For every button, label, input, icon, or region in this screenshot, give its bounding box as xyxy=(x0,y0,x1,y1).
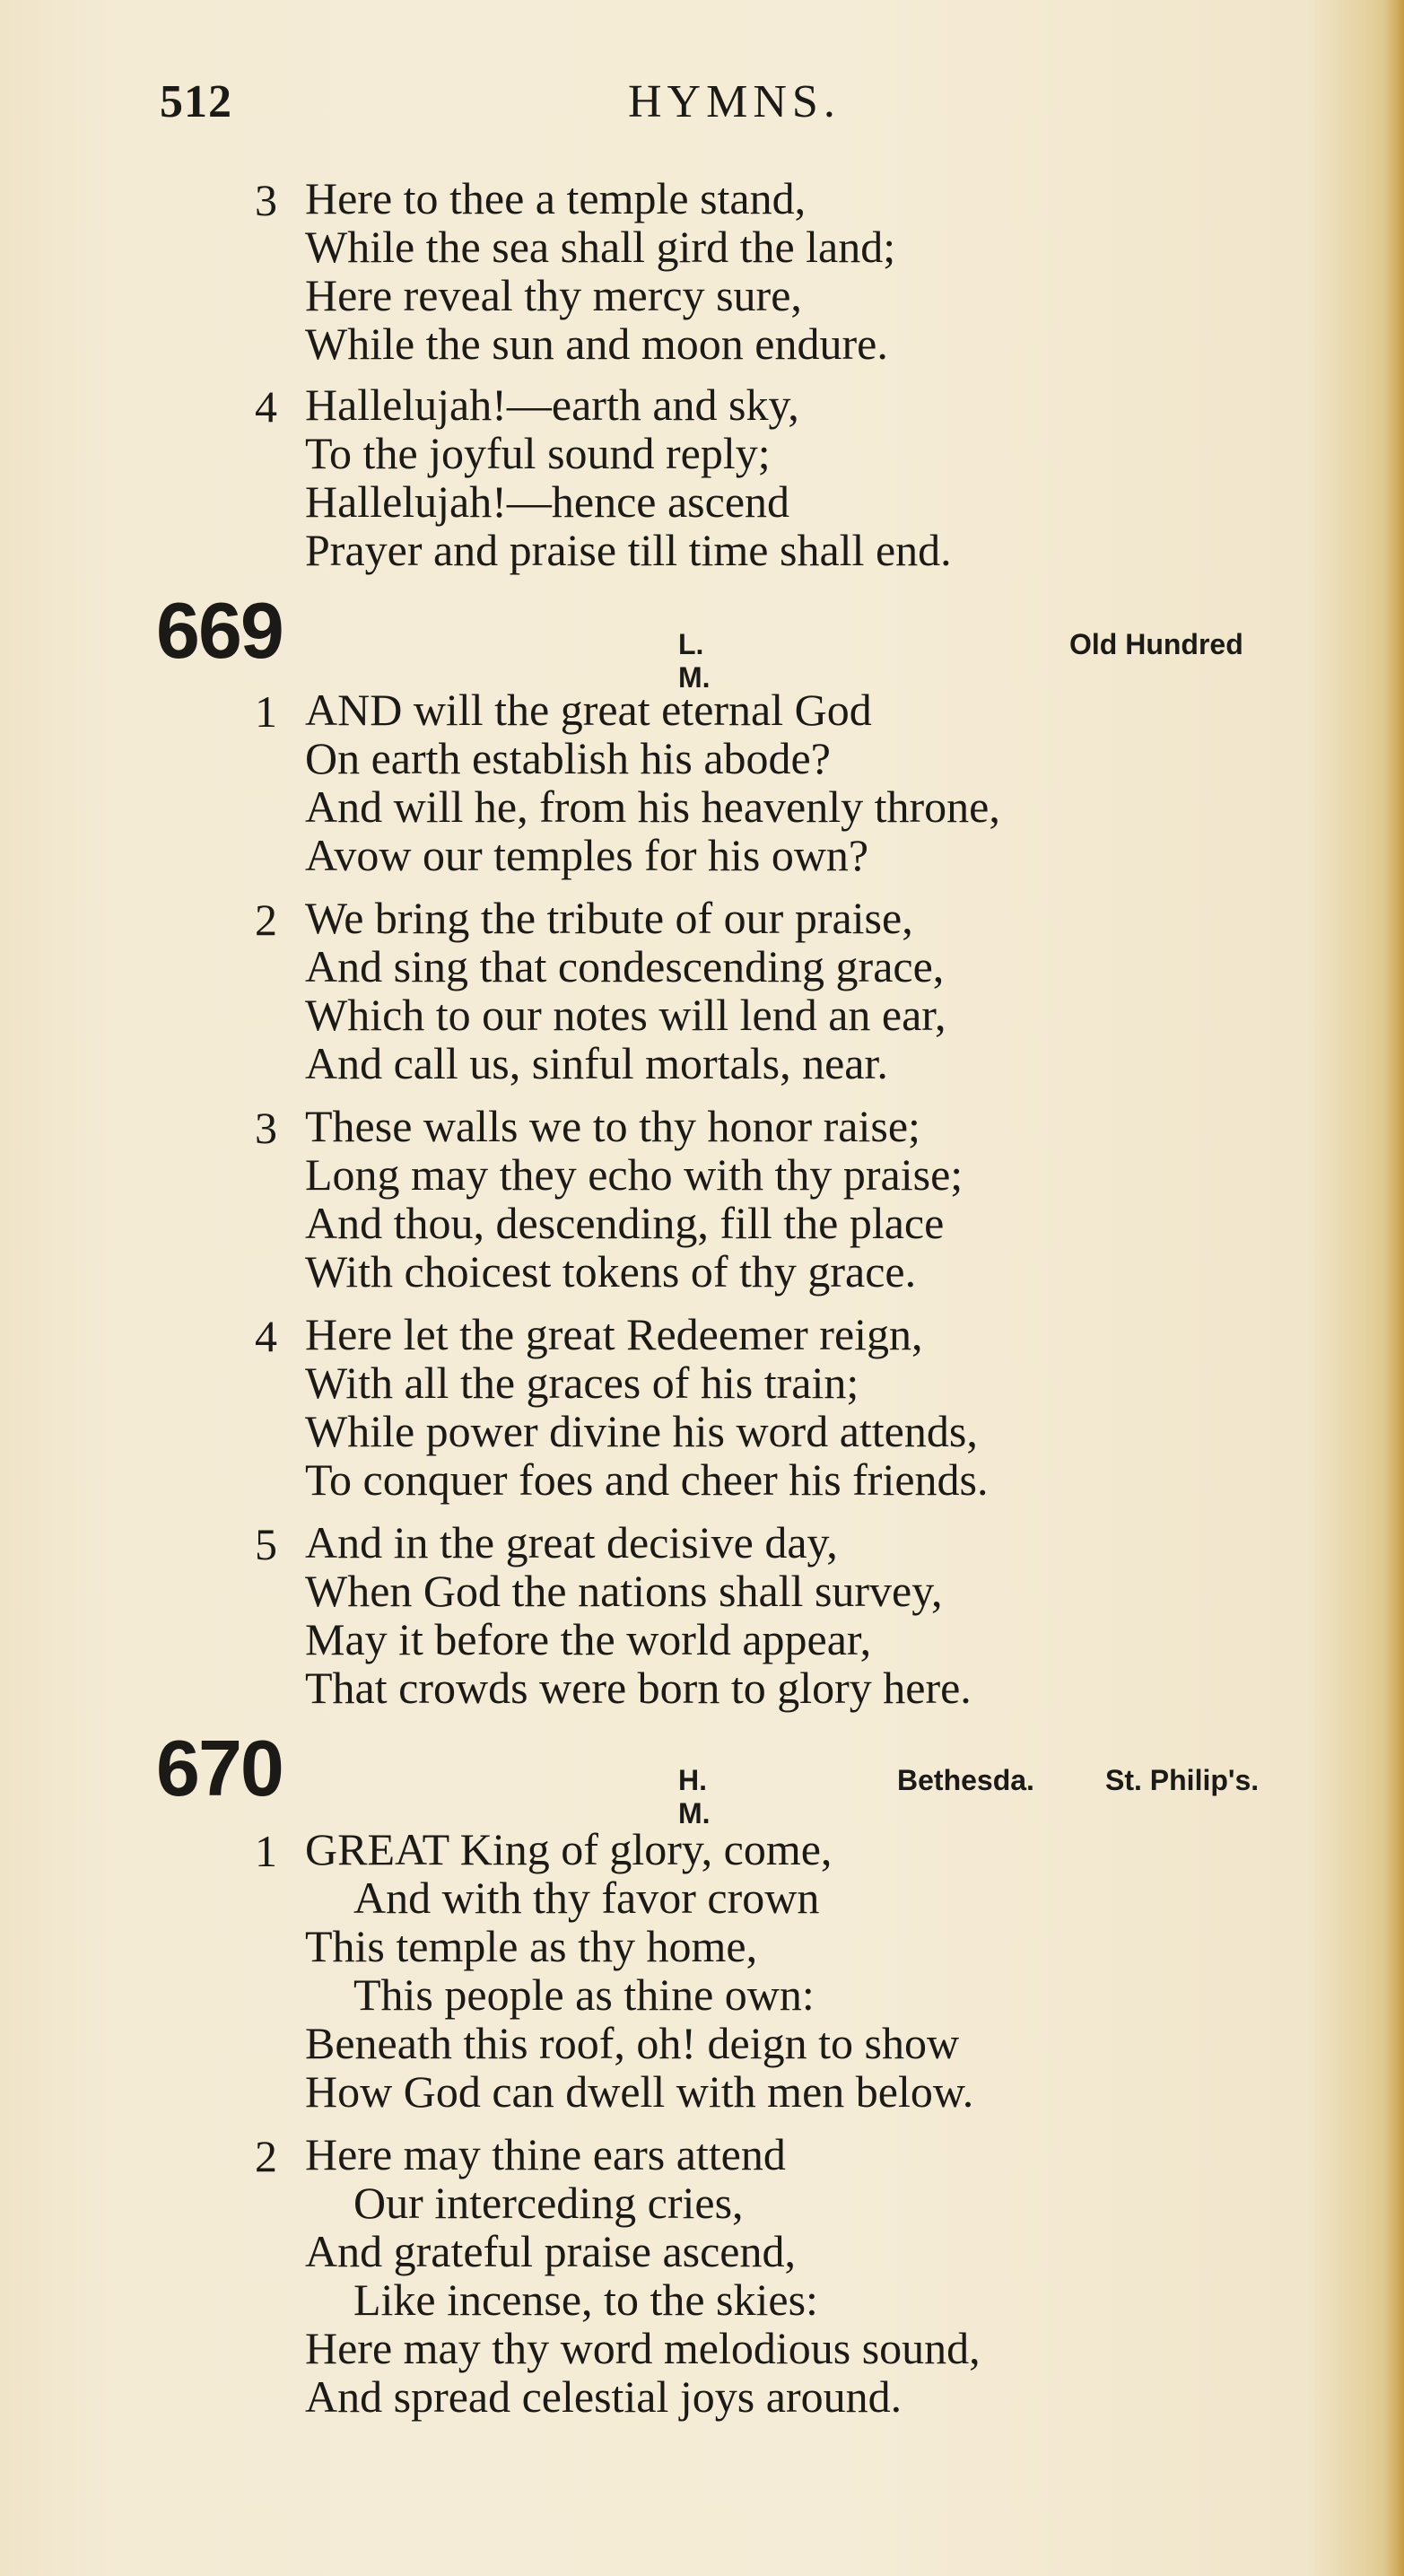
verse-line: And spread celestial joys around. xyxy=(305,2371,903,2422)
hymn-tune: Bethesda. xyxy=(897,1764,1034,1796)
verse-number: 5 xyxy=(255,1519,277,1569)
verse-line: Here to thee a temple stand, xyxy=(305,173,807,223)
verse-line: When God the nations shall survey, xyxy=(305,1566,943,1616)
verse-line: And will he, from his heavenly throne, xyxy=(305,782,1000,832)
hymn-tune: Old Hundred xyxy=(1069,628,1243,660)
verse-line: This people as thine own: xyxy=(353,1969,815,2020)
verse-line: And grateful praise ascend, xyxy=(305,2226,796,2276)
verse-line: That crowds were born to glory here. xyxy=(305,1663,972,1713)
verse-line: These walls we to thy honor raise; xyxy=(305,1101,920,1151)
verse-line: Here reveal thy mercy sure, xyxy=(305,270,802,320)
verse-line: And call us, sinful mortals, near. xyxy=(305,1038,888,1088)
verse-line: We bring the tribute of our praise, xyxy=(305,893,913,943)
hymn-number: 669 xyxy=(156,586,283,675)
verse-line: To conquer foes and cheer his friends. xyxy=(305,1454,989,1505)
verse-line: While the sun and moon endure. xyxy=(305,319,888,369)
verse-line: Our interceding cries, xyxy=(353,2178,744,2228)
verse-line: While power divine his word attends, xyxy=(305,1406,978,1456)
verse-line: And in the great decisive day, xyxy=(305,1517,838,1567)
verse-line: Like incense, to the skies: xyxy=(353,2275,818,2325)
page-number: 512 xyxy=(160,76,232,127)
hymn-meter: H. M. xyxy=(678,1764,711,1829)
verse-line: AND will the great eternal God xyxy=(305,685,872,735)
verse-line: And with thy favor crown xyxy=(353,1873,820,1923)
verse-number: 3 xyxy=(255,175,277,225)
verse-line: Prayer and praise till time shall end. xyxy=(305,525,952,575)
hymn-meter: L. M. xyxy=(678,628,711,694)
verse-line: This temple as thy home, xyxy=(305,1921,758,1971)
verse-line: Long may they echo with thy praise; xyxy=(305,1149,964,1200)
verse-line: Hallelujah!—earth and sky, xyxy=(305,380,799,430)
verse-line: On earth establish his abode? xyxy=(305,733,831,783)
verse-number: 4 xyxy=(255,1311,277,1361)
verse-line: Here may thine ears attend xyxy=(305,2129,786,2179)
hymn-tune: St. Philip's. xyxy=(1105,1764,1260,1796)
verse-line: GREAT King of glory, come, xyxy=(305,1824,833,1874)
verse-line: Avow our temples for his own? xyxy=(305,830,869,880)
verse-line: Here may thy word melodious sound, xyxy=(305,2323,981,2373)
verse-line: Here let the great Redeemer reign, xyxy=(305,1309,923,1359)
verse-number: 2 xyxy=(255,2131,277,2181)
verse-number: 1 xyxy=(255,1826,277,1876)
verse-number: 2 xyxy=(255,895,277,945)
hymn-number: 670 xyxy=(156,1724,283,1812)
page-edge-shading xyxy=(1384,0,1404,2576)
verse-line: And sing that condescending grace, xyxy=(305,941,945,991)
verse-line: Which to our notes will lend an ear, xyxy=(305,990,946,1040)
verse-line: Hallelujah!—hence ascend xyxy=(305,476,790,527)
verse-line: To the joyful sound reply; xyxy=(305,428,771,478)
verse-line: While the sea shall gird the land; xyxy=(305,222,896,272)
verse-number: 3 xyxy=(255,1103,277,1153)
verse-line: And thou, descending, fill the place xyxy=(305,1198,945,1248)
verse-line: How God can dwell with men below. xyxy=(305,2066,974,2117)
verse-line: With choicest tokens of thy grace. xyxy=(305,1246,917,1297)
running-head: HYMNS. xyxy=(628,76,841,127)
verse-line: May it before the world appear, xyxy=(305,1614,872,1664)
verse-line: With all the graces of his train; xyxy=(305,1358,859,1408)
verse-number: 4 xyxy=(255,381,277,432)
verse-line: Beneath this roof, oh! deign to show xyxy=(305,2018,960,2068)
verse-number: 1 xyxy=(255,686,277,737)
